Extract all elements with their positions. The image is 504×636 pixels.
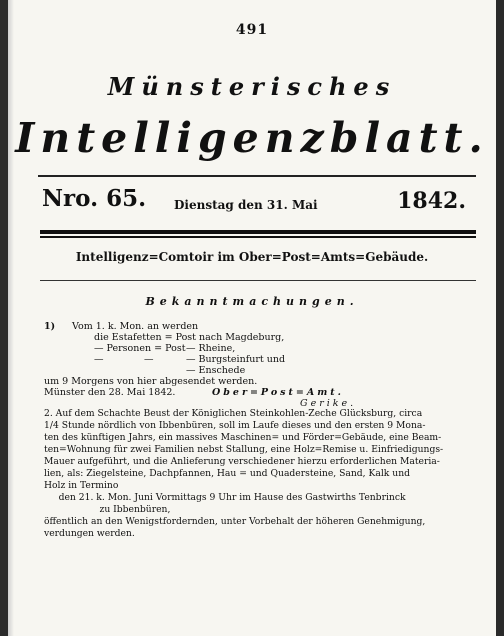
- divider-thick-rule: [40, 230, 476, 234]
- notice-text-line: — Enschede: [186, 365, 246, 376]
- newspaper-page: [8, 0, 496, 636]
- notice-text-line: zu Ibbenbüren,: [44, 504, 171, 515]
- notice-text-line: die Estafetten = Post nach Magdeburg,: [94, 332, 285, 343]
- notice-text-line: Vom 1. k. Mon. an werden: [72, 321, 199, 332]
- notice-text-line: — Personen = Post: [94, 343, 186, 354]
- notice-text-line: — Rheine,: [186, 343, 236, 354]
- section-title: Bekanntmachungen.: [145, 295, 359, 308]
- signature: Gerike.: [300, 398, 357, 409]
- authority-name: Ober=Post=Amt.: [212, 387, 344, 398]
- issue-year: 1842.: [397, 188, 466, 214]
- publisher-line: Intelligenz=Comtoir im Ober=Post=Amts=Gebäude.: [75, 250, 429, 264]
- notice-text-line: Holz in Termino: [44, 480, 119, 491]
- masthead-line1: Münsterisches: [107, 72, 397, 101]
- notice-text-line: ten des künftigen Jahrs, ein massives Maschinen= und Förder=Gebäude, eine Beam-: [44, 432, 442, 443]
- page-number: 491: [235, 22, 269, 38]
- notice-text-line: den 21. k. Mon. Juni Vormittags 9 Uhr im Hause des Gastwirths Tenbrinck: [44, 492, 406, 503]
- notice-text-line: ten=Wohnung für zwei Familien nebst Stallung, eine Holz=Remise u. Einfriedigungs-: [44, 444, 444, 455]
- divider-rule: [38, 175, 476, 177]
- notice-text-line: 1/4 Stunde nördlich von Ibbenbüren, soll im Laufe dieses und den ersten 9 Mona-: [44, 420, 426, 431]
- notice-text-line: um 9 Morgens von hier abgesendet werden.: [44, 376, 258, 387]
- notice-text-line: öffentlich an den Wenigstfordernden, unter Vorbehalt der höheren Genehmigung,: [44, 516, 426, 527]
- notice-text-line: 2. Auf dem Schachte Beust der Königlichen Steinkohlen-Zeche Glücksburg, circa: [44, 408, 423, 419]
- issue-number: Nro. 65.: [42, 185, 147, 212]
- notice-text-line: lien, als: Ziegelsteine, Dachpfannen, Hau = und Quadersteine, Sand, Kalk und: [44, 468, 410, 479]
- divider-thin-rule: [40, 236, 476, 238]
- divider-rule: [40, 280, 476, 281]
- notice-text-line: —: [94, 354, 104, 365]
- issue-date: Dienstag den 31. Mai: [174, 198, 318, 212]
- notice-number: 1): [44, 321, 56, 332]
- notice-text-line: Mauer aufgeführt, und die Anlieferung verschiedener hierzu erforderlichen Materia-: [44, 456, 440, 467]
- place-date: Münster den 28. Mai 1842.: [44, 387, 176, 398]
- notice-text-line: —: [144, 354, 154, 365]
- notice-text-line: — Burgsteinfurt und: [186, 354, 286, 365]
- notice-text-line: verdungen werden.: [44, 528, 135, 539]
- masthead-line2: Intelligenzblatt.: [15, 114, 489, 162]
